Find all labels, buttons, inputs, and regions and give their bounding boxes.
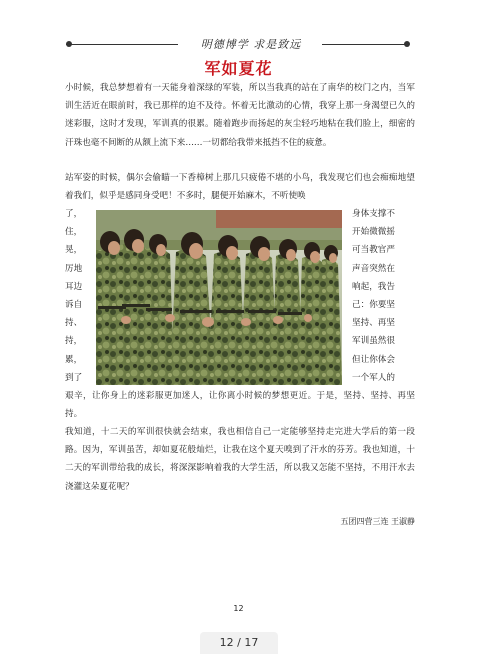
- paragraph-3: 艰辛，让你身上的迷彩服更加迷人，让你离小时候的梦想更近。于是，坚持、坚持、再坚持。: [65, 391, 415, 420]
- header-slogan: 明德博学 求是致远: [200, 38, 302, 51]
- page-number: 12: [233, 604, 244, 613]
- page-header: [66, 36, 411, 54]
- soldiers-marching-illustration: [96, 210, 342, 385]
- header-dot-right: [404, 41, 410, 47]
- header-rule-left: [66, 44, 178, 45]
- author-signature: 五团四营三连 王淑静: [340, 517, 415, 526]
- paragraph-2: 站军姿的时候，偶尔会偷瞄一下香樟树上那几只疲倦不堪的小鸟，我发现它们也会痴痴地望着我们，似乎是感同身受吧！不多时，腿便开始麻木，不听使唤: [65, 173, 415, 202]
- article-title: 军如夏花: [204, 59, 273, 78]
- wrap-right-column: 身体支撑不 开始微微摇 可当教官严 声音突然在 响起，我告 己：你要坚 坚持、再坚 军训虽然很 但让你体会 一个军人的: [352, 209, 395, 383]
- paragraph-4: 我知道，十二天的军训很快就会结束，我也相信自己一定能够坚持走完进大学后的第一段路。因为，军训虽苦，却如夏花般灿烂，让我在这个夏天嗅到了汗水的芬芳。我也知道，十二天的军训带给我的成长，将深深影响着我的大学生活，所以我又怎能不坚持，不用汗水去浇灌这朵夏花呢？: [65, 427, 415, 492]
- page-indicator[interactable]: 12 / 17: [200, 632, 278, 654]
- military-training-photo: [96, 210, 342, 385]
- paragraph-1: 小时候，我总梦想着有一天能身着深绿的军装，所以当我真的站在了南华的校门之内，当军训生活近在眼前时，我已那样的迫不及待。怀着无比激动的心情，我穿上那一身渴望已久的迷彩服，这时才发现，军训真的很累。随着跑步而扬起的灰尘轻巧地粘在我们脸上，细密的汗珠也毫不间断的从额上流下来……一切都给我带来抵挡不住的疲惫。: [65, 83, 415, 148]
- wrap-left-column: 了， 住， 晃， 厉地 耳边 诉自 持、 持， 累， 到了: [65, 209, 83, 383]
- header-rule-right: [322, 44, 408, 45]
